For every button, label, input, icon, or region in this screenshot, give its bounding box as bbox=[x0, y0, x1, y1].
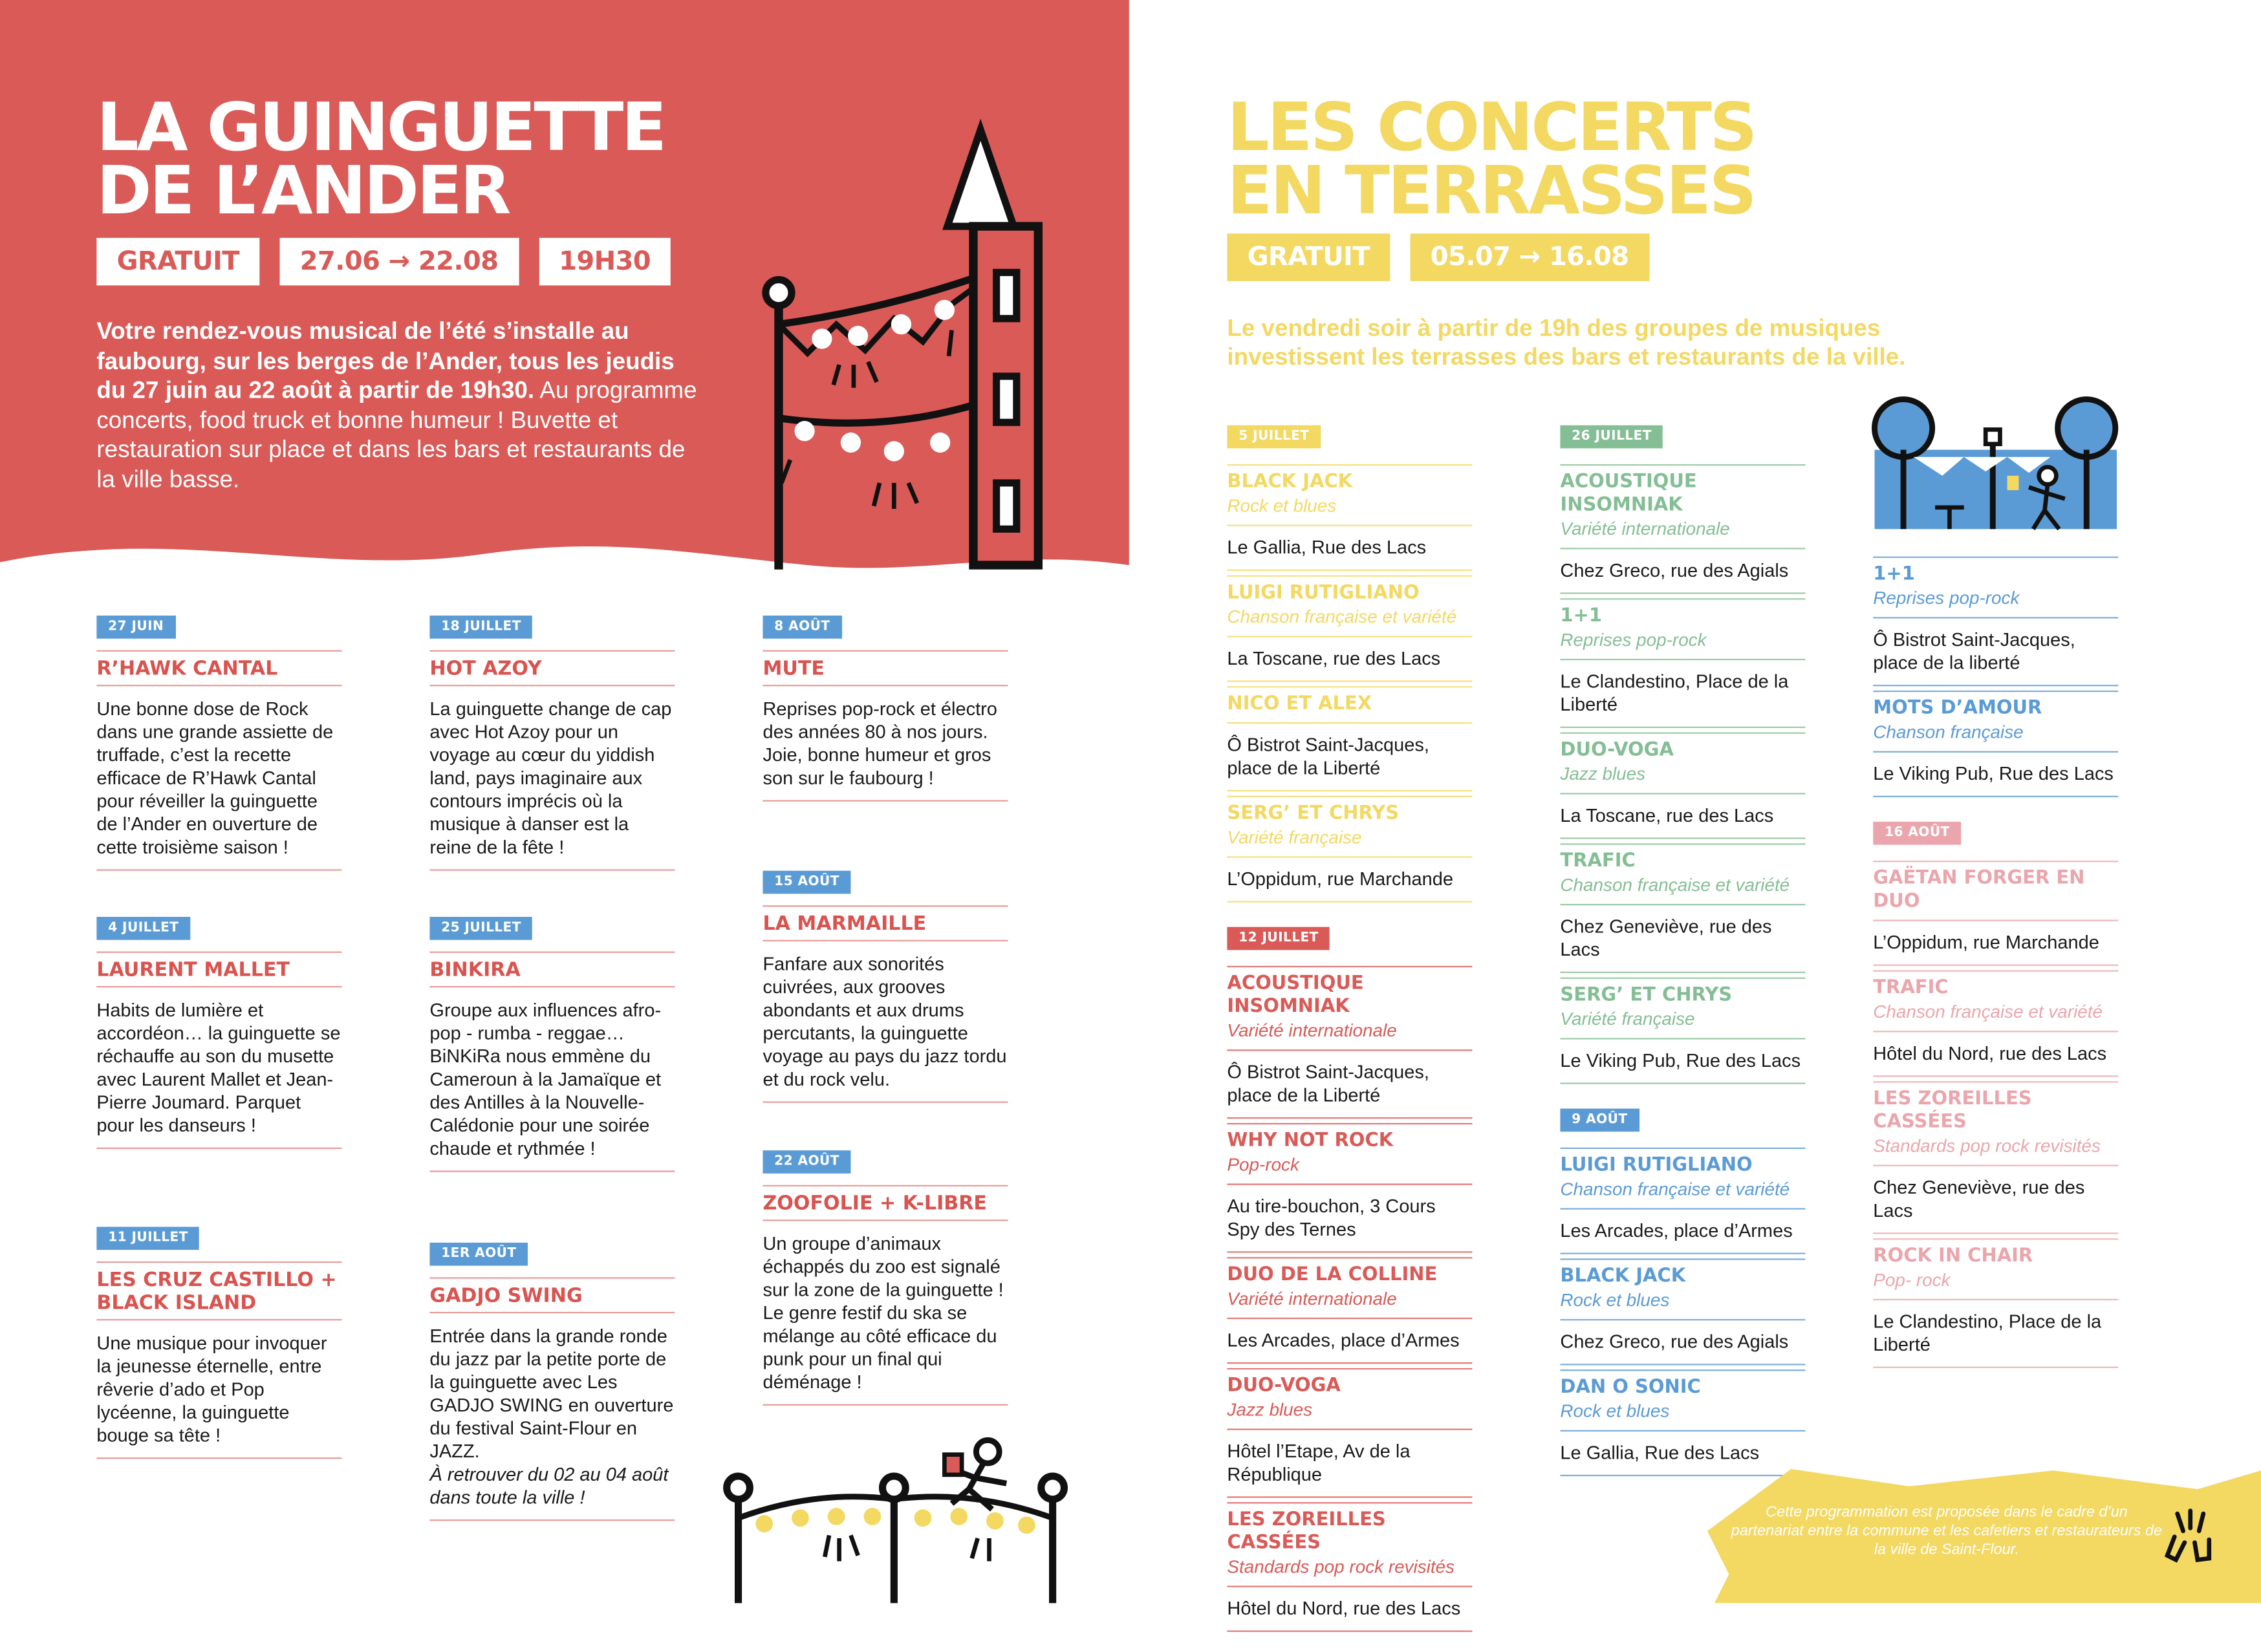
divider bbox=[1873, 1299, 2118, 1300]
band-name: TRAFIC bbox=[1560, 850, 1636, 872]
guinguette-intro bbox=[96, 317, 702, 495]
venue: Le Clandestino, Place de la Liberté bbox=[1560, 670, 1789, 715]
divider bbox=[1560, 1319, 1805, 1320]
divider bbox=[1560, 1258, 1805, 1260]
date-badge: 1ER AOÛT bbox=[429, 1243, 528, 1266]
guinguette-event bbox=[763, 611, 1008, 801]
event-title: HOT AZOY bbox=[429, 657, 542, 681]
guinguette-event bbox=[96, 1223, 341, 1459]
concert-entry bbox=[1227, 464, 1472, 571]
event-title: LAURENT MALLET bbox=[96, 958, 290, 982]
concert-entry bbox=[1560, 464, 1805, 594]
date-badge: 16 AOÛT bbox=[1873, 822, 1961, 845]
divider bbox=[1873, 1232, 2118, 1234]
divider bbox=[1227, 1362, 1472, 1364]
concert-entry bbox=[1560, 843, 1805, 973]
divider bbox=[1227, 856, 1472, 857]
event-description bbox=[429, 987, 675, 1170]
concert-entry bbox=[1560, 978, 1805, 1084]
genre: Variété internationale bbox=[1227, 1020, 1397, 1041]
description-text: Un groupe d’animaux échappés du zoo est signalé sur la zone de la guinguette ! Le genre festif du ska se mélange au côté efficace du punk pour un final qui déménage ! bbox=[763, 1232, 1004, 1393]
divider bbox=[1227, 1117, 1472, 1119]
concert-column bbox=[1227, 421, 1472, 1652]
divider bbox=[1560, 1253, 1805, 1254]
divider bbox=[1873, 1081, 2118, 1082]
genre: Reprises pop-rock bbox=[1560, 630, 1707, 650]
date-badge: 22 AOÛT bbox=[763, 1150, 850, 1174]
band-name: DUO DE LA COLLINE bbox=[1227, 1264, 1438, 1286]
band-name: BLACK JACK bbox=[1227, 471, 1353, 493]
venue: Au tire-bouchon, 3 Cours Spy des Ternes bbox=[1227, 1195, 1436, 1240]
venue: Les Arcades, place d’Armes bbox=[1560, 1219, 1793, 1241]
divider bbox=[1560, 733, 1805, 734]
divider bbox=[1227, 1251, 1472, 1252]
divider bbox=[1227, 1368, 1472, 1369]
divider bbox=[1873, 861, 2118, 862]
venue: Chez Geneviève, rue des Lacs bbox=[1873, 1176, 2085, 1221]
divider bbox=[1873, 1031, 2118, 1032]
band-name: 1+1 bbox=[1873, 563, 1915, 586]
band-name: GAËTAN FORGER EN DUO bbox=[1873, 868, 2085, 913]
genre: Reprises pop-rock bbox=[1873, 588, 2020, 608]
divider bbox=[1873, 1367, 2118, 1368]
free-badge: GRATUIT bbox=[96, 238, 259, 286]
divider bbox=[1873, 557, 2118, 558]
guinguette-event bbox=[96, 611, 341, 870]
divider bbox=[763, 800, 1008, 801]
band-name: TRAFIC bbox=[1873, 977, 1949, 1000]
event-title: MUTE bbox=[763, 657, 825, 681]
divider bbox=[1560, 464, 1805, 466]
divider bbox=[1873, 919, 2118, 921]
divider bbox=[1560, 793, 1805, 794]
concert-column bbox=[1873, 552, 2118, 1388]
date-badge: 5 JUILLET bbox=[1227, 425, 1321, 449]
title-line: LES CONCERTS bbox=[1227, 88, 1756, 166]
genre: Pop- rock bbox=[1873, 1270, 1951, 1291]
divider bbox=[1227, 901, 1472, 903]
title-line: DE L’ANDER bbox=[96, 151, 509, 230]
genre: Chanson française bbox=[1873, 722, 2024, 743]
event-description bbox=[763, 686, 1008, 800]
description-text: Une bonne dose de Rock dans une grande assiette de truffade, c’est la recette efficace de R’Hawk Cantal pour réveiller la guinguette de l’Ander en ouverture de cette troisième saison ! bbox=[96, 698, 334, 858]
divider bbox=[1227, 966, 1472, 967]
divider bbox=[1560, 1430, 1805, 1432]
genre: Standards pop rock revisités bbox=[1873, 1135, 2101, 1157]
venue: Ô Bistrot Saint-Jacques, place de la Liberté bbox=[1227, 733, 1429, 778]
guinguette-title bbox=[96, 88, 665, 230]
divider bbox=[429, 1519, 675, 1521]
divider bbox=[1227, 680, 1472, 681]
concert-entry bbox=[1227, 796, 1472, 903]
divider bbox=[1873, 1165, 2118, 1166]
divider bbox=[1227, 570, 1472, 571]
band-name: LUIGI RUTIGLIANO bbox=[1227, 582, 1420, 605]
genre: Rock et blues bbox=[1560, 1401, 1670, 1422]
divider bbox=[1560, 592, 1805, 594]
event-title: ZOOFOLIE + K-LIBRE bbox=[763, 1192, 987, 1216]
divider bbox=[1873, 971, 2118, 972]
guinguette-event bbox=[429, 912, 675, 1172]
band-name: DUO-VOGA bbox=[1227, 1375, 1341, 1397]
genre: Chanson française et variété bbox=[1560, 875, 1790, 896]
divider bbox=[1560, 659, 1805, 660]
concert-entry bbox=[1227, 575, 1472, 682]
venue: Le Clandestino, Place de la Liberté bbox=[1873, 1310, 2102, 1355]
divider bbox=[1227, 686, 1472, 687]
partnership-note: Cette programmation est proposée dans le cadre d’un partenariat entre la commune et les cafetiers et restaurateurs de la ville de Saint-Flour. bbox=[1731, 1503, 2163, 1559]
venue: Le Gallia, Rue des Lacs bbox=[1227, 536, 1427, 558]
event-description bbox=[429, 1313, 675, 1519]
intro-bold: Votre rendez-vous musical de l’été s’installe au faubourg, sur les berges de l’Ander, tous les jeudis du 27 juin au 22 août à partir de 19h30. bbox=[96, 318, 675, 404]
venue: Hôtel du Nord, rue des Lacs bbox=[1227, 1597, 1461, 1619]
divider bbox=[763, 1101, 1008, 1102]
venue: Ô Bistrot Saint-Jacques, place de la liberté bbox=[1873, 628, 2075, 674]
divider bbox=[1227, 1184, 1472, 1185]
date-badge: 15 AOÛT bbox=[763, 871, 850, 894]
description-text: Reprises pop-rock et électro des années 80 à nos jours. Joie, bonne humeur et gros son sur le faubourg ! bbox=[763, 698, 997, 789]
divider bbox=[1227, 1049, 1472, 1051]
divider bbox=[1873, 751, 2118, 753]
concert-date-group bbox=[1560, 421, 1805, 1084]
concert-entry bbox=[1227, 1502, 1472, 1632]
venue: Les Arcades, place d’Armes bbox=[1227, 1329, 1460, 1351]
divider bbox=[1227, 722, 1472, 724]
description-text: Groupe aux influences afro-pop - rumba - reggae… BiNKiRa nous emmène du Cameroun à la Jamaïque et des Antilles à la Nouvelle-Calédonie pour une soirée chaude et rythmée ! bbox=[429, 999, 662, 1159]
guinguette-badges bbox=[96, 238, 691, 286]
genre: Variété internationale bbox=[1227, 1289, 1397, 1309]
band-name: 1+1 bbox=[1560, 605, 1603, 627]
divider bbox=[763, 1404, 1008, 1406]
venue: Ô Bistrot Saint-Jacques, place de la Liberté bbox=[1227, 1060, 1429, 1106]
divider bbox=[1227, 1123, 1472, 1124]
divider bbox=[1227, 1586, 1472, 1587]
concert-entry bbox=[1873, 557, 2118, 687]
event-description bbox=[763, 941, 1008, 1101]
divider bbox=[1560, 837, 1805, 839]
venue: Chez Greco, rue des Agials bbox=[1560, 1330, 1789, 1353]
divider bbox=[1227, 1502, 1472, 1503]
concert-entry bbox=[1227, 1123, 1472, 1253]
divider bbox=[1227, 790, 1472, 791]
band-name: DUO-VOGA bbox=[1560, 739, 1674, 762]
date-badge: 8 AOÛT bbox=[763, 616, 841, 639]
band-name: LES ZOREILLES CASSÉES bbox=[1873, 1088, 2032, 1133]
genre: Chanson française et variété bbox=[1560, 1179, 1790, 1200]
divider bbox=[1560, 1369, 1805, 1371]
description-text: Fanfare aux sonorités cuivrées, aux grooves abondants et aux drums percutants, la guinguette voyage au pays du jazz tordu et du rock velu. bbox=[763, 952, 1007, 1090]
divider bbox=[1873, 1075, 2118, 1077]
venue: Le Gallia, Rue des Lacs bbox=[1560, 1441, 1760, 1464]
divider bbox=[1227, 1257, 1472, 1258]
date-badge: 4 JUILLET bbox=[96, 917, 190, 940]
divider bbox=[1873, 796, 2118, 797]
concert-entry bbox=[1227, 1368, 1472, 1498]
date-badge: 11 JUILLET bbox=[96, 1227, 199, 1250]
guinguette-event bbox=[763, 1146, 1008, 1406]
venue: Le Viking Pub, Rue des Lacs bbox=[1560, 1049, 1801, 1071]
guinguette-event bbox=[429, 611, 675, 870]
divider bbox=[429, 869, 675, 870]
concert-date-group bbox=[1560, 1104, 1805, 1476]
divider bbox=[1560, 1364, 1805, 1365]
divider bbox=[1560, 1148, 1805, 1149]
divider bbox=[1560, 727, 1805, 728]
divider bbox=[1560, 1208, 1805, 1209]
genre: Jazz blues bbox=[1227, 1399, 1313, 1421]
event-title: GADJO SWING bbox=[429, 1284, 583, 1308]
genre: Variété française bbox=[1560, 1009, 1695, 1029]
concert-date-group bbox=[1873, 557, 2118, 797]
description-text: Entrée dans la grande ronde du jazz par la petite porte de la guinguette avec Les GADJO SWING en ouverture du festival Saint-Flour en JAZZ. bbox=[429, 1325, 674, 1462]
genre: Rock et blues bbox=[1227, 495, 1337, 517]
band-name: DAN O SONIC bbox=[1560, 1377, 1701, 1399]
band-name: ACOUSTIQUE INSOMNIAK bbox=[1560, 471, 1697, 517]
band-name: ACOUSTIQUE INSOMNIAK bbox=[1227, 972, 1364, 1018]
event-description bbox=[763, 1221, 1008, 1404]
venue: La Toscane, rue des Lacs bbox=[1560, 804, 1774, 826]
venue: L’Oppidum, rue Marchande bbox=[1227, 868, 1454, 890]
band-name: BLACK JACK bbox=[1560, 1265, 1686, 1288]
dates-badge: 05.07 → 16.08 bbox=[1410, 233, 1649, 281]
concert-date-group bbox=[1227, 923, 1472, 1632]
divider bbox=[1560, 978, 1805, 979]
genre: Chanson française et variété bbox=[1227, 606, 1457, 627]
band-name: LES ZOREILLES CASSÉES bbox=[1227, 1509, 1386, 1554]
concert-entry bbox=[1873, 691, 2118, 797]
dates-badge: 27.06 → 22.08 bbox=[279, 238, 518, 286]
guinguette-event bbox=[429, 1238, 675, 1521]
concert-date-group bbox=[1227, 421, 1472, 903]
band-name: NICO ET ALEX bbox=[1227, 693, 1372, 715]
venue: Hôtel du Nord, rue des Lacs bbox=[1873, 1042, 2107, 1064]
divider bbox=[1227, 1631, 1472, 1632]
band-name: SERG’ ET CHRYS bbox=[1227, 802, 1400, 825]
concert-column bbox=[1560, 421, 1805, 1496]
concert-entry bbox=[1873, 971, 2118, 1077]
divider bbox=[1227, 1318, 1472, 1319]
concert-entry bbox=[1873, 861, 2118, 966]
terrasses-intro: Le vendredi soir à partir de 19h des groupes de musiques investissent les terrasses des bars et restaurants de la ville. bbox=[1227, 316, 1906, 371]
date-badge: 26 JUILLET bbox=[1560, 425, 1663, 449]
divider bbox=[1227, 575, 1472, 577]
venue: Chez Geneviève, rue des Lacs bbox=[1560, 915, 1772, 960]
divider bbox=[1560, 598, 1805, 599]
divider bbox=[1560, 1038, 1805, 1039]
intro-regular: Au programme concerts, food truck et bonne humeur ! Buvette et restauration sur place et dans les bars et restaurants de la ville basse. bbox=[96, 378, 697, 493]
event-title: R’HAWK CANTAL bbox=[96, 657, 278, 681]
divider bbox=[1227, 1429, 1472, 1430]
divider bbox=[96, 1148, 341, 1149]
concert-date-group bbox=[1873, 817, 2118, 1368]
event-description bbox=[96, 686, 341, 869]
date-badge: 12 JUILLET bbox=[1227, 927, 1330, 950]
concert-entry bbox=[1560, 1369, 1805, 1476]
description-text: Habits de lumière et accordéon… la guinguette se réchauffe au son du musette avec Laurent Mallet et Jean-Pierre Joumard. Parquet pour les danseurs ! bbox=[96, 999, 341, 1136]
band-name: WHY NOT ROCK bbox=[1227, 1130, 1394, 1152]
description-text: Une musique pour invoquer la jeunesse éternelle, entre rêverie d’ado et Pop lycéenne, la guinguette bouge sa tête ! bbox=[96, 1332, 327, 1446]
divider bbox=[1227, 525, 1472, 526]
divider bbox=[1560, 843, 1805, 844]
time-badge: 19H30 bbox=[539, 238, 671, 286]
event-description bbox=[96, 987, 341, 1147]
genre: Rock et blues bbox=[1560, 1290, 1670, 1311]
terrasses-title bbox=[1227, 88, 1756, 230]
divider bbox=[1227, 636, 1472, 637]
guinguette-event bbox=[96, 912, 341, 1149]
concert-entry bbox=[1873, 1238, 2118, 1368]
genre: Standards pop rock revisités bbox=[1227, 1556, 1455, 1578]
divider bbox=[96, 869, 341, 870]
terrasses-badges bbox=[1227, 233, 1669, 281]
genre: Variété française bbox=[1227, 827, 1362, 848]
concert-entry bbox=[1227, 1257, 1472, 1364]
divider bbox=[96, 1457, 341, 1459]
concert-entry bbox=[1560, 1148, 1805, 1254]
venue: Le Viking Pub, Rue des Lacs bbox=[1873, 762, 2114, 784]
concert-entry bbox=[1873, 1081, 2118, 1234]
divider bbox=[1873, 685, 2118, 686]
event-note: À retrouver du 02 au 04 août dans toute la ville ! bbox=[429, 1463, 669, 1508]
concert-entry bbox=[1560, 598, 1805, 728]
genre: Pop-rock bbox=[1227, 1154, 1299, 1175]
band-name: LUIGI RUTIGLIANO bbox=[1560, 1154, 1753, 1177]
terrace-trees-illustration bbox=[1863, 392, 2130, 536]
divider bbox=[1560, 1082, 1805, 1084]
venue: Chez Greco, rue des Agials bbox=[1560, 559, 1789, 581]
divider bbox=[1873, 617, 2118, 618]
divider bbox=[1227, 464, 1472, 466]
divider bbox=[1227, 1496, 1472, 1497]
concert-entry bbox=[1560, 733, 1805, 839]
venue: L’Oppidum, rue Marchande bbox=[1873, 931, 2099, 953]
divider bbox=[1873, 965, 2118, 966]
venue: Hôtel l’Etape, Av de la République bbox=[1227, 1440, 1411, 1485]
concert-entry bbox=[1227, 686, 1472, 791]
event-title: LES CRUZ CASTILLO + BLACK ISLAND bbox=[96, 1269, 337, 1315]
divider bbox=[1873, 691, 2118, 692]
event-title: LA MARMAILLE bbox=[763, 912, 927, 936]
event-title: BINKIRA bbox=[429, 958, 521, 982]
divider bbox=[1560, 972, 1805, 973]
divider bbox=[1560, 548, 1805, 549]
description-text: La guinguette change de cap avec Hot Azoy pour un voyage au cœur du yiddish land, pays imaginaire aux contours imprécis où la musique à danser est la reine de la fête ! bbox=[429, 698, 672, 858]
divider bbox=[1560, 904, 1805, 905]
concert-entry bbox=[1227, 966, 1472, 1119]
divider bbox=[1873, 1238, 2118, 1239]
band-name: SERG’ ET CHRYS bbox=[1560, 984, 1733, 1007]
free-badge: GRATUIT bbox=[1227, 233, 1390, 281]
band-name: ROCK IN CHAIR bbox=[1873, 1245, 2033, 1267]
title-line: LA GUINGUETTE bbox=[96, 88, 665, 166]
bottom-garland-illustration bbox=[721, 1434, 1074, 1603]
date-badge: 18 JUILLET bbox=[429, 616, 532, 639]
date-badge: 9 AOÛT bbox=[1560, 1109, 1639, 1132]
band-name: MOTS D’AMOUR bbox=[1873, 698, 2042, 720]
title-line: EN TERRASSES bbox=[1227, 151, 1755, 230]
event-description bbox=[96, 1320, 341, 1457]
date-badge: 27 JUIN bbox=[96, 616, 175, 639]
cheers-glasses-icon bbox=[2163, 1508, 2214, 1563]
genre: Jazz blues bbox=[1560, 764, 1646, 784]
genre: Chanson française et variété bbox=[1873, 1002, 2103, 1022]
divider bbox=[1227, 796, 1472, 797]
event-description bbox=[429, 686, 675, 869]
venue: La Toscane, rue des Lacs bbox=[1227, 647, 1441, 669]
divider bbox=[429, 1170, 675, 1172]
concert-entry bbox=[1560, 1258, 1805, 1365]
genre: Variété internationale bbox=[1560, 519, 1730, 539]
tower-garland-illustration bbox=[750, 123, 1081, 570]
date-badge: 25 JUILLET bbox=[429, 917, 532, 940]
guinguette-event bbox=[763, 866, 1008, 1103]
